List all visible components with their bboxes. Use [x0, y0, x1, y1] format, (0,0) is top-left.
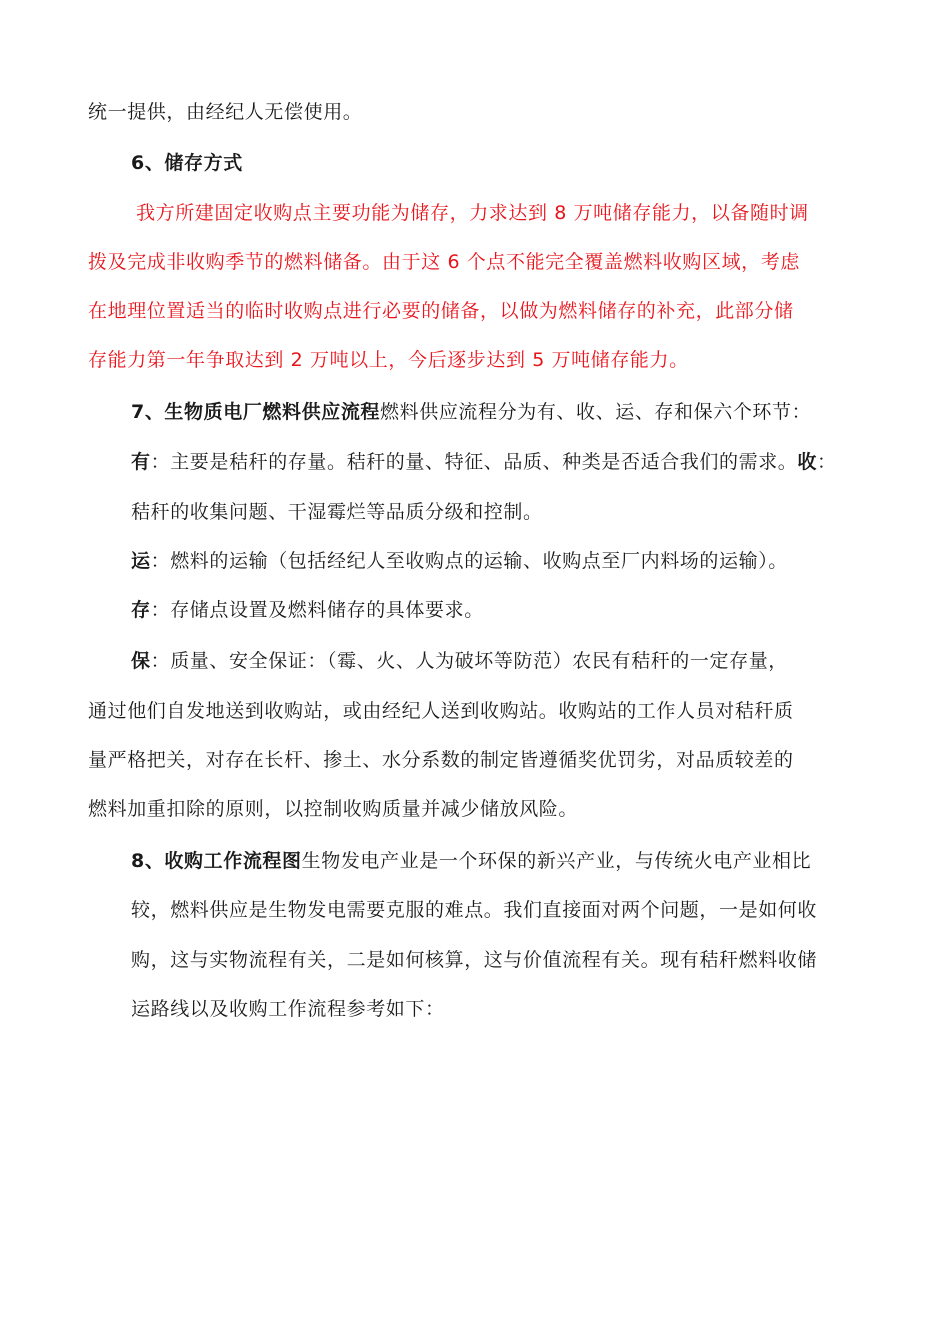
intro-line: 统一提供，由经纪人无偿使用。	[88, 101, 363, 123]
section7-heading-tail: 燃料供应流程分为有、收、运、存和保六个环节：	[380, 401, 812, 423]
bao-text: ：质量、安全保证：（霉、火、人为破坏等防范）农民有秸秆的一定存量，	[150, 650, 788, 672]
section7-yun-line	[131, 548, 788, 574]
section7-shou-line: 秸秆的收集问题、干湿霉烂等品质分级和控制。	[131, 501, 543, 523]
section7-you-line	[131, 449, 837, 475]
cun-label: 存	[131, 599, 151, 621]
section7-heading: 7、生物质电厂燃料供应流程	[131, 401, 381, 423]
shou-label: 收	[797, 451, 818, 473]
yun-text: ：燃料的运输（包括经纪人至收购点的运输、收购点至厂内料场的运输）。	[150, 550, 788, 572]
section6-line-2: 拨及完成非收购季节的燃料储备。由于这 6 个点不能完全覆盖燃料收购区域，考虑	[88, 251, 800, 273]
you-text: ：主要是秸秆的存量。秸秆的量、特征、品质、种类是否适合我们的需求。	[150, 451, 798, 473]
section8-line-3: 购，这与实物流程有关，二是如何核算，这与价值流程有关。现有秸秆燃料收储	[131, 949, 818, 971]
section6-line-4: 存能力第一年争取达到 2 万吨以上，今后逐步达到 5 万吨储存能力。	[88, 349, 689, 371]
section8-heading: 8、收购工作流程图	[131, 850, 302, 872]
yun-label: 运	[131, 550, 151, 572]
section7-bao-line-4: 燃料加重扣除的原则，以控制收购质量并减少储放风险。	[88, 798, 579, 820]
section6-heading	[131, 150, 243, 176]
section7-bao-line	[131, 648, 788, 674]
section8-heading-line	[131, 848, 811, 874]
section6-heading-text: 6、储存方式	[131, 152, 243, 174]
section8-line-2: 较，燃料供应是生物发电需要克服的难点。我们直接面对两个问题，一是如何收	[131, 899, 818, 921]
you-label: 有	[131, 451, 151, 473]
section7-heading-line	[131, 399, 811, 425]
section8-line-4: 运路线以及收购工作流程参考如下：	[131, 998, 445, 1020]
section6-line-3: 在地理位置适当的临时收购点进行必要的储备，以做为燃料储存的补充，此部分储	[88, 300, 794, 322]
section8-heading-tail: 生物发电产业是一个环保的新兴产业，与传统火电产业相比	[301, 850, 812, 872]
section6-line-1: 我方所建固定收购点主要功能为储存，力求达到 8 万吨储存能力，以备随时调	[136, 202, 809, 224]
section7-bao-line-3: 量严格把关，对存在长杆、掺土、水分系数的制定皆遵循奖优罚劣，对品质较差的	[88, 749, 794, 771]
cun-text: ：存储点设置及燃料储存的具体要求。	[150, 599, 484, 621]
section7-cun-line	[131, 597, 484, 623]
bao-label: 保	[131, 650, 151, 672]
section7-bao-line-2: 通过他们自发地送到收购站，或由经纪人送到收购站。收购站的工作人员对秸秆质	[88, 700, 794, 722]
shou-colon: ：	[817, 451, 837, 473]
